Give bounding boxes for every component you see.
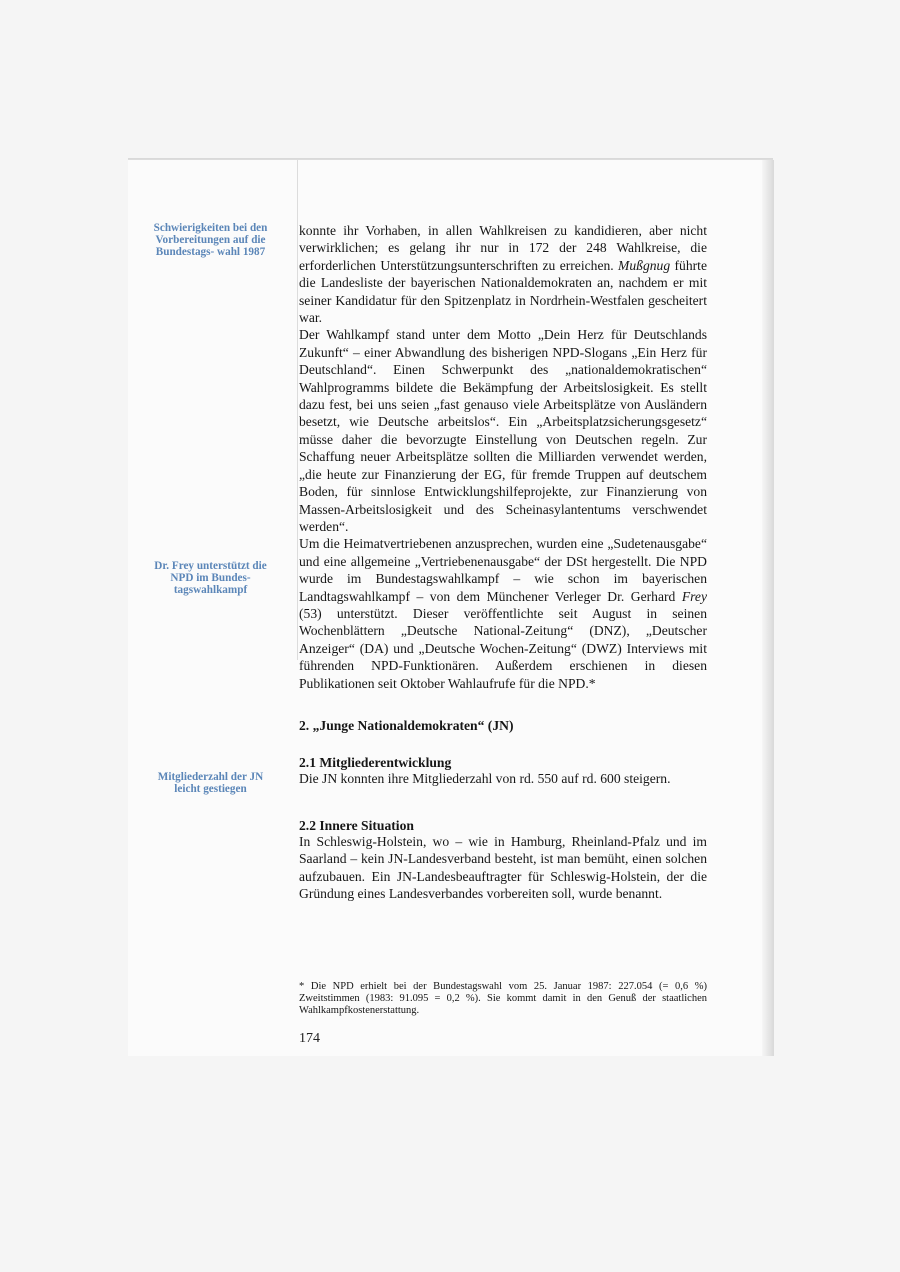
margin-note-wahl-1987: Schwierigkeiten bei den Vorbereitungen auf die Bundestags- wahl 1987 bbox=[153, 222, 268, 259]
members-text: Die JN konnten ihre Mitgliederzahl von rd. 550 auf rd. 600 steigern. bbox=[299, 771, 671, 786]
margin-note-frey: Dr. Frey unterstützt die NPD im Bundes- tagswahlkampf bbox=[154, 560, 267, 597]
situation-text: In Schleswig-Holstein, wo – wie in Hamburg, Rheinland-Pfalz und im Saarland – kein JN-Landesverband besteht, ist man bemüht, einen solchen aufzubauen. Ein JN-Landesbeauftragter für Schleswig-Holstein, der die Gründung eines Landesverbandes vorbereiten soll, wurde benannt. bbox=[299, 834, 707, 902]
person-name-mussgnug: Mußgnug bbox=[618, 257, 671, 273]
section-heading-jn: 2. „Junge Nationaldemokraten“ (JN) bbox=[299, 718, 514, 733]
page-number: 174 bbox=[299, 1031, 320, 1046]
paragraph-2: Der Wahlkampf stand unter dem Motto „Dein Herz für Deutschlands Zukunft“ – einer Abwandlung des bisherigen NPD-Slogans „Ein Herz für Deutschland“. Einen Schwerpunkt des „nationaldemokratischen“ Wahlprogramms bildete die Bekämpfung der Arbeitslosigkeit. Es stellt dazu fest, bei uns seien „fast genauso viele Arbeitsplätze von Ausländern besetzt, wie Deutsche arbeitslos“. Ein „Arbeitsplatzsicherungsgesetz“ müsse daher die bevorzugte Einstellung von Deutschen regeln. Zur Schaffung neuer Arbeitsplätze sollten die Milliarden verwendet werden, „die heute zur Finanzierung der EG, für fremde Truppen auf deutschem Boden, für sinnlose Entwicklungshilfeprojekte, zur Finanzierung von Massen-Arbeitslosigkeit und des Scheinasylantentums verschwendet werden“. bbox=[299, 327, 707, 534]
footnote: * Die NPD erhielt bei der Bundestagswahl vom 25. Januar 1987: 227.054 (= 0,6 %) Zweitstimmen (1983: 91.095 = 0,2 %). Sie kommt damit in den Genuß der staatlichen Wahlkampfkostenerstattung. bbox=[299, 981, 707, 1016]
paragraph-3: Um die Heimatvertriebenen anzusprechen, wurden eine „Sudetenausgabe“ und eine allgemeine „Vertriebenenausgabe“ der DSt hergestellt. Die NPD wurde im Bundestagswahlkampf – wie schon im bayerischen Landtagswahlkampf – von dem Münchener Verleger Dr. Gerhard Frey (53) unterstützt. Dieser veröffentlichte seit August in seinen Wochenblättern „Deutsche National-Zeitung“ (DNZ), „Deutscher Anzeiger“ (DA) und „Deutsche Wochen-Zeitung“ (DWZ) Interviews mit führenden NPD-Funktionären. Außerdem erschienen in diesen Publikationen seit Oktober Wahlaufrufe für die NPD.* bbox=[299, 536, 707, 691]
person-name-frey: Frey bbox=[681, 588, 707, 604]
paragraph-1: konnte ihr Vorhaben, in allen Wahlkreisen zu kandidieren, aber nicht verwirklichen; es gelang ihr nur in 172 der 248 Wahlkreise, die erforderlichen Unterstützungsunterschriften zu erreichen. Mußgnug führte die Landesliste der bayerischen Nationaldemokraten an, nachdem er mit seiner Kandidatur für den Spitzenplatz in Nordrhein-Westfalen gescheitert war. bbox=[299, 223, 707, 326]
paper-right-edge bbox=[762, 160, 774, 1056]
subsection-heading-members: 2.1 Mitgliederentwicklung bbox=[299, 755, 452, 770]
body-text bbox=[299, 222, 707, 692]
margin-divider bbox=[297, 160, 298, 660]
subsection-heading-situation: 2.2 Innere Situation bbox=[299, 818, 414, 833]
margin-note-jn-members: Mitgliederzahl der JN leicht gestiegen bbox=[157, 771, 264, 796]
